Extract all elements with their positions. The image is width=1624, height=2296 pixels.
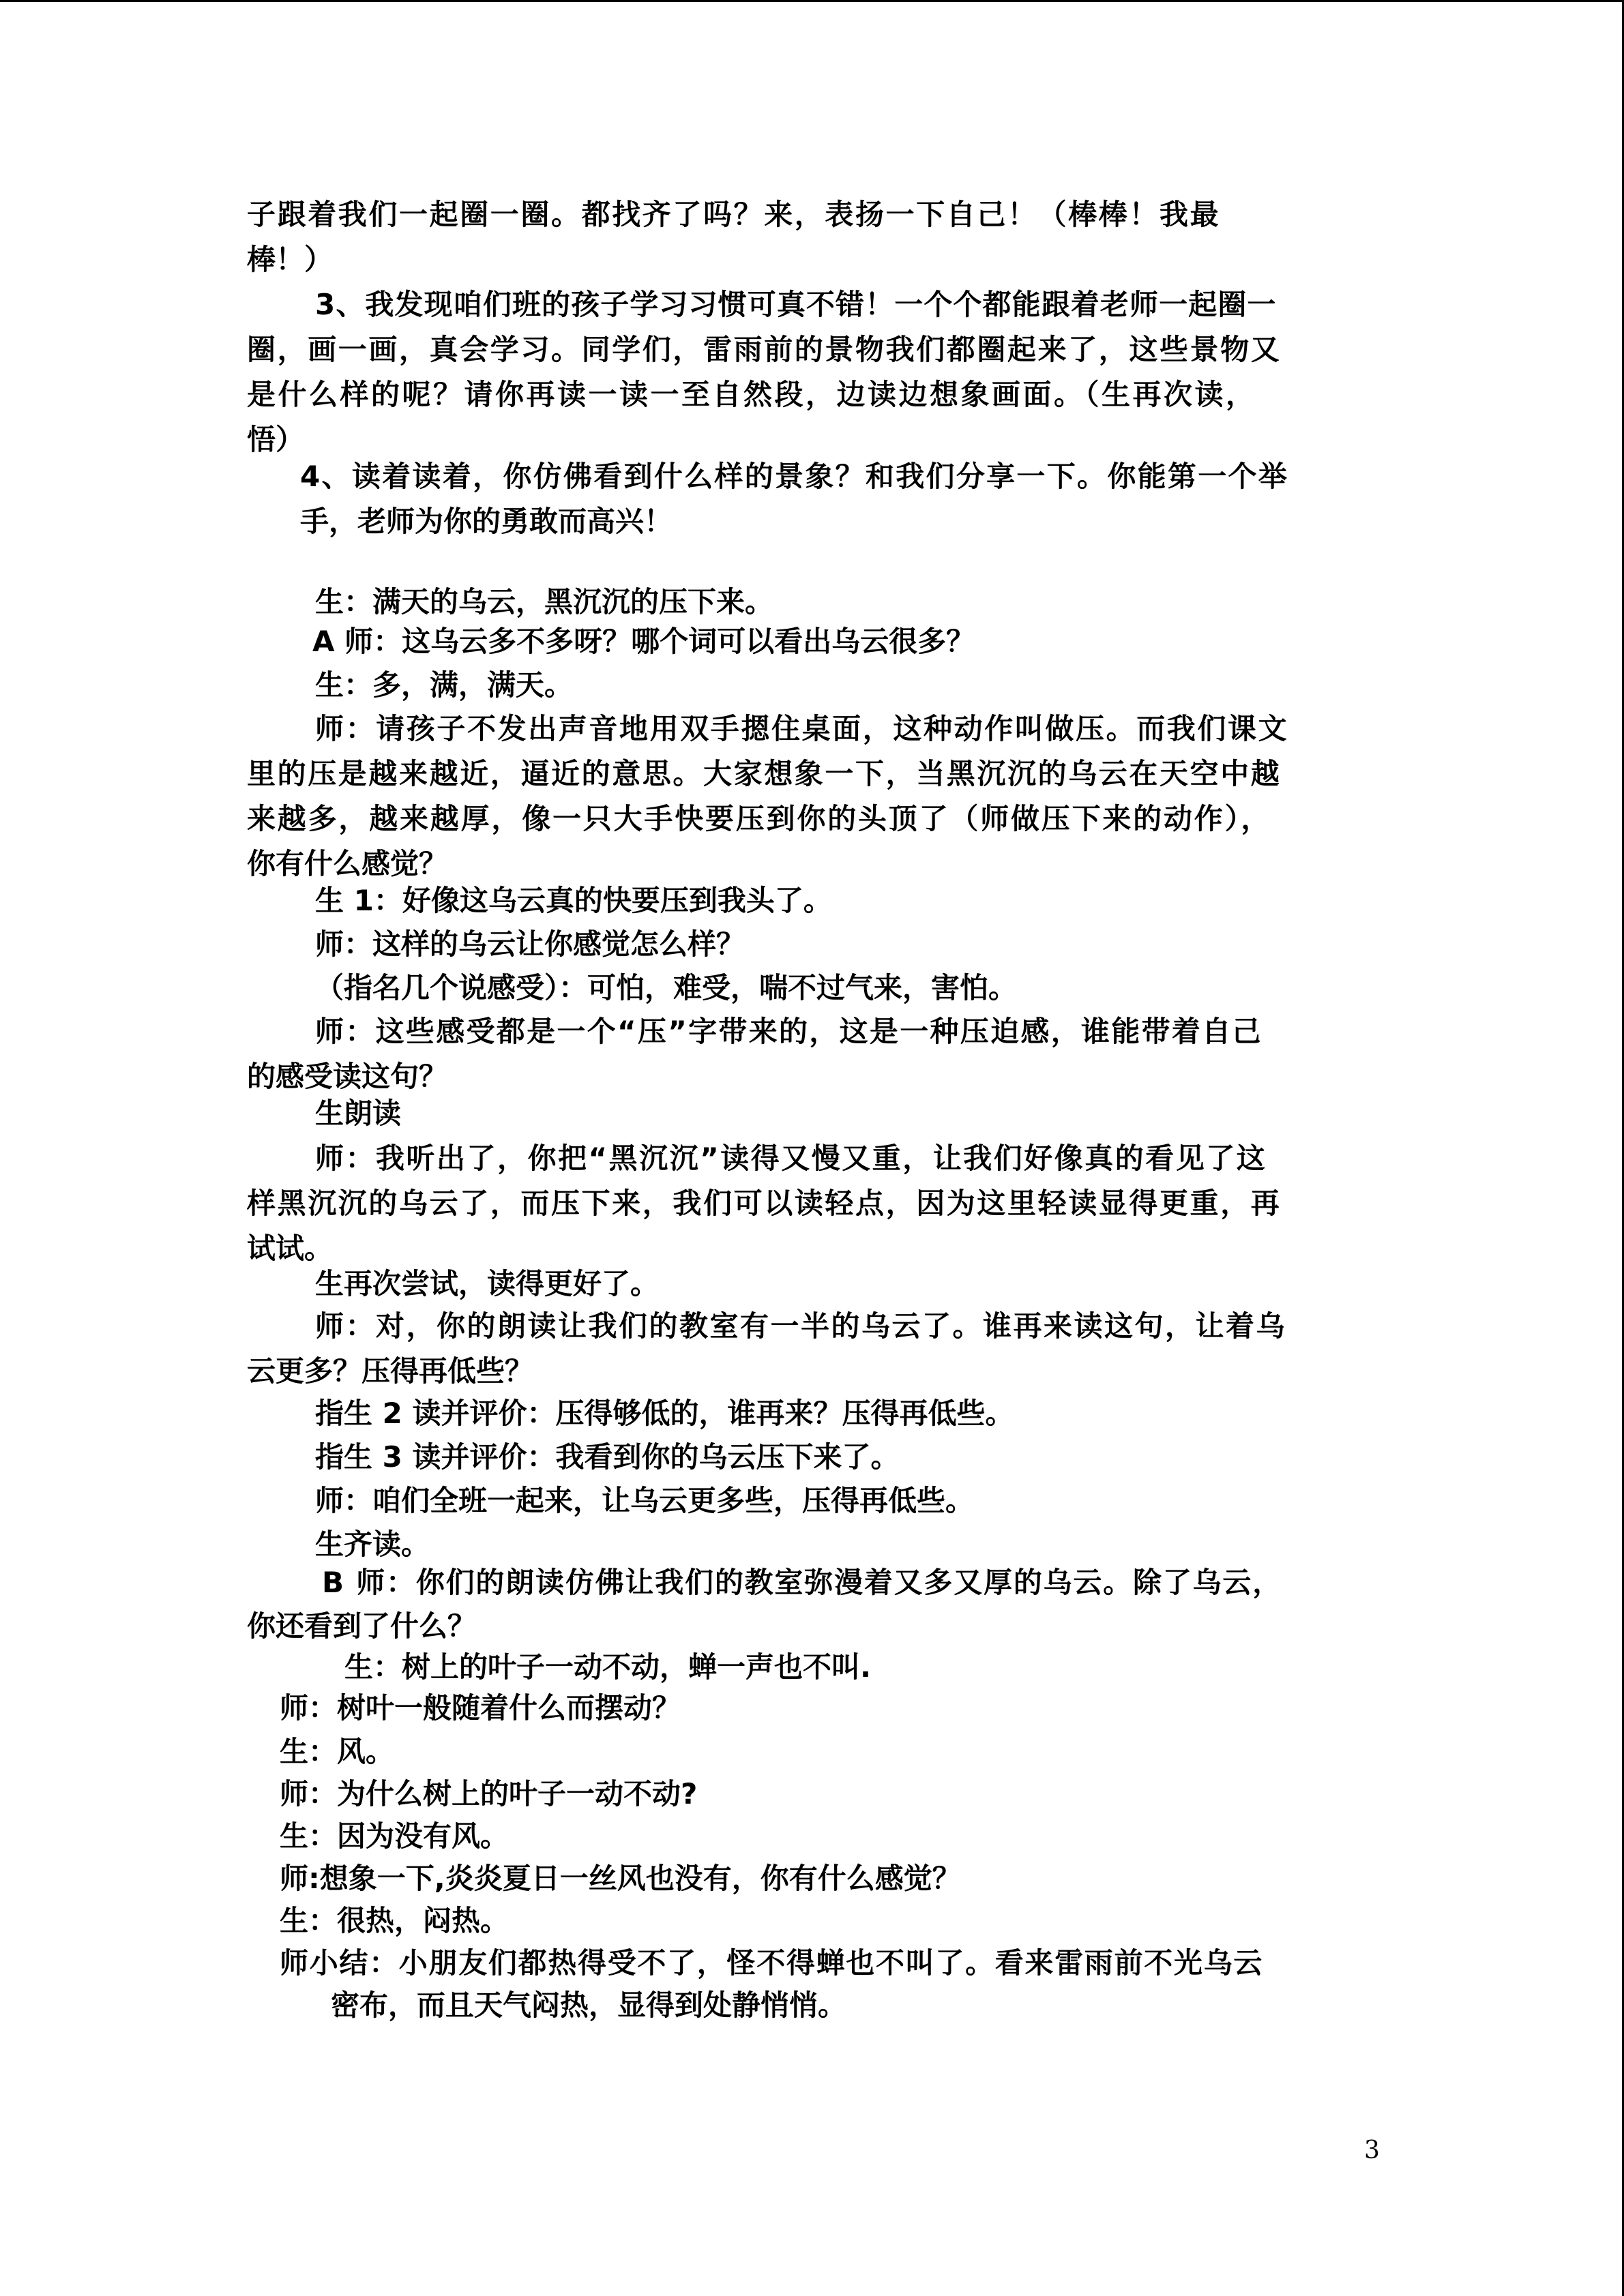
text-line: 师：树叶一般随着什么而摆动？ (280, 1691, 681, 1725)
text-line: 的感受读这句？ (247, 1060, 448, 1093)
text-line: 悟） (247, 423, 305, 456)
text-line: 圈，画一画，真会学习。同学们，雷雨前的景物我们都圈起来了，这些景物又 (247, 333, 1282, 366)
text-line: 指生 3 读并评价：我看到你的乌云压下来了。 (315, 1440, 900, 1474)
text-line: 生：树上的叶子一动不动，蝉一声也不叫. (344, 1650, 871, 1684)
text-line: 师:想象一下,炎炎夏日一丝风也没有，你有什么感觉？ (280, 1862, 961, 1895)
text-line: 生：风。 (280, 1735, 395, 1768)
text-line: 你还看到了什么？ (247, 1609, 477, 1643)
text-line: 试试。 (247, 1232, 334, 1265)
text-line: 指生 2 读并评价：压得够低的，谁再来？压得再低些。 (315, 1397, 1014, 1430)
text-line: 是什么样的呢？请你再读一读一至自然段，边读边想象画面。（生再次读， (247, 378, 1257, 411)
page-top-border (0, 0, 1624, 2)
text-line: 生朗读 (315, 1097, 402, 1130)
text-line: 生再次尝试，读得更好了。 (315, 1267, 660, 1300)
text-line: 3、我发现咱们班的孩子学习习惯可真不错！一个个都能跟着老师一起圈一 (315, 288, 1277, 321)
text-line: 师：这些感受都是一个“压”字带来的，这是一种压迫感，谁能带着自己 (315, 1015, 1263, 1048)
text-line: 4、读着读着，你仿佛看到什么样的景象？和我们分享一下。你能第一个举 (300, 460, 1289, 493)
text-line: 生 1：好像这乌云真的快要压到我头了。 (315, 884, 832, 917)
page-number: 3 (1364, 2136, 1380, 2164)
text-line: 生：满天的乌云，黑沉沉的压下来。 (315, 585, 774, 618)
text-line: 师：为什么树上的叶子一动不动? (280, 1777, 698, 1810)
text-line: 手，老师为你的勇敢而高兴！ (300, 505, 673, 538)
text-line: A 师：这乌云多不多呀？哪个词可以看出乌云很多？ (312, 625, 975, 658)
text-line: 师：对，你的朗读让我们的教室有一半的乌云了。谁再来读这句，让着乌 (315, 1309, 1287, 1343)
text-line: 师：咱们全班一起来，让乌云更多些，压得再低些。 (315, 1484, 975, 1517)
text-line: 生：多，满，满天。 (315, 668, 574, 702)
text-line: 生：因为没有风。 (280, 1819, 510, 1853)
text-line: 师：请孩子不发出声音地用双手摁住桌面，这种动作叫做压。而我们课文 (315, 712, 1289, 745)
text-line: 样黑沉沉的乌云了，而压下来，我们可以读轻点，因为这里轻读显得更重，再 (247, 1187, 1282, 1220)
text-line: 师：这样的乌云让你感觉怎么样？ (315, 927, 745, 961)
text-line: 密布，而且天气闷热，显得到处静悄悄。 (331, 1988, 847, 2022)
text-line: 子跟着我们一起圈一圈。都找齐了吗？来，表扬一下自己！（棒棒！我最 (247, 198, 1221, 231)
text-line: 生齐读。 (315, 1527, 430, 1561)
text-line: （指名几个说感受）：可怕，难受，喘不过气来，害怕。 (315, 971, 1018, 1004)
text-line: B 师：你们的朗读仿佛让我们的教室弥漫着又多又厚的乌云。除了乌云， (322, 1566, 1283, 1599)
text-line: 里的压是越来越近，逼近的意思。大家想象一下，当黑沉沉的乌云在天空中越 (247, 757, 1282, 790)
text-line: 云更多？压得再低些？ (247, 1354, 534, 1388)
text-line: 来越多，越来越厚，像一只大手快要压到你的头顶了（师做压下来的动作）， (247, 802, 1272, 835)
text-line: 棒！） (247, 243, 334, 276)
text-line: 生：很热，闷热。 (280, 1904, 510, 1937)
text-line: 你有什么感觉？ (247, 847, 448, 880)
text-line: 师：我听出了，你把“黑沉沉”读得又慢又重，让我们好像真的看见了这 (315, 1142, 1267, 1175)
text-line: 师小结：小朋友们都热得受不了，怪不得蝉也不叫了。看来雷雨前不光乌云 (280, 1946, 1264, 1980)
